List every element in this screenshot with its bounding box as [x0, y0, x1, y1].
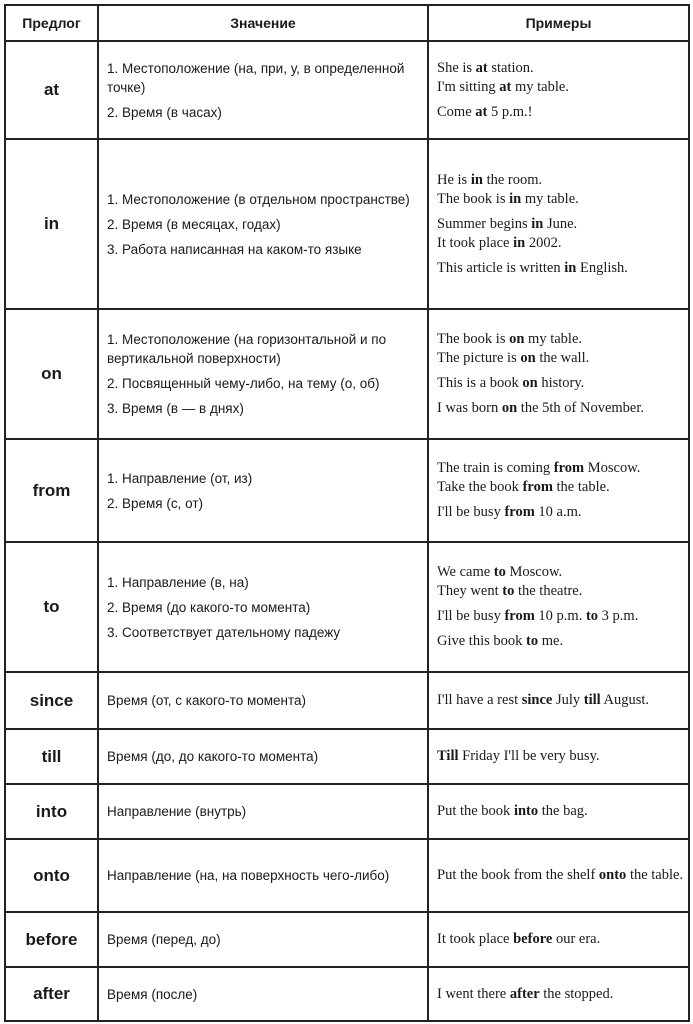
- meaning-item: 3. Время (в — в днях): [107, 401, 244, 416]
- example-line: [437, 802, 688, 821]
- example-line: [437, 985, 688, 1004]
- meaning-item: 1. Местоположение (на горизонтальной и по вертикальной поверхности): [107, 332, 387, 366]
- table-body: [5, 41, 689, 1021]
- preposition-highlight: to: [526, 633, 539, 649]
- meaning-item: 1. Направление (в, на): [107, 574, 249, 590]
- preposition-cell: after: [5, 967, 98, 1021]
- example-group: [437, 374, 688, 393]
- meaning-item: Направление (внутрь): [107, 804, 247, 819]
- example-line: [437, 478, 688, 497]
- table-row: [5, 784, 689, 839]
- preposition-table: [4, 4, 690, 1022]
- preposition-highlight: at: [475, 59, 488, 76]
- preposition-highlight: from: [522, 479, 553, 495]
- example-text: Give this book: [437, 633, 527, 649]
- example-text: history.: [537, 375, 585, 391]
- example-group: [437, 802, 688, 821]
- preposition-highlight: to: [585, 608, 599, 624]
- header-row: [5, 5, 689, 41]
- meaning-item: Время (перед, до): [107, 932, 221, 947]
- example-line: [437, 259, 688, 278]
- preposition-cell: at: [5, 41, 98, 139]
- preposition-highlight: at: [475, 103, 488, 120]
- example-line: [437, 171, 688, 190]
- meaning-cell: [98, 839, 428, 912]
- meaning-cell: [98, 309, 428, 439]
- example-text: my table.: [511, 78, 569, 95]
- table-row: [5, 309, 689, 439]
- example-line: [437, 78, 688, 97]
- examples-cell: [428, 912, 689, 967]
- example-group: [437, 691, 688, 710]
- example-text: It took place: [437, 931, 514, 947]
- example-group: [437, 930, 688, 949]
- table-row: [5, 41, 689, 139]
- example-line: [437, 747, 688, 766]
- example-group: [437, 59, 688, 97]
- preposition-highlight: Till: [437, 748, 459, 764]
- meaning-item: 1. Местоположение (в отдельном пространстве): [107, 191, 410, 207]
- preposition-highlight: at: [499, 78, 512, 95]
- example-text: the room.: [482, 171, 543, 188]
- examples-cell: [428, 41, 689, 139]
- example-text: Put the book from the shelf: [437, 867, 599, 883]
- example-text: The train is coming: [437, 460, 554, 476]
- example-text: August.: [600, 692, 650, 708]
- example-line: [437, 503, 688, 522]
- table-row: [5, 542, 689, 672]
- example-group: [437, 866, 688, 885]
- preposition-cell: onto: [5, 839, 98, 912]
- examples-cell: [428, 309, 689, 439]
- example-text: the table.: [552, 479, 610, 495]
- table-row: [5, 967, 689, 1021]
- preposition-highlight: from: [504, 504, 535, 520]
- example-text: Summer begins: [437, 215, 532, 232]
- example-group: [437, 563, 688, 601]
- example-text: They went: [437, 583, 503, 599]
- example-group: [437, 459, 688, 497]
- header-meaning: Значение: [98, 5, 428, 41]
- example-line: [437, 374, 688, 393]
- preposition-highlight: on: [520, 350, 536, 366]
- preposition-cell: before: [5, 912, 98, 967]
- preposition-highlight: after: [509, 985, 540, 1002]
- preposition-highlight: in: [513, 234, 526, 251]
- example-text: Come: [437, 103, 476, 120]
- preposition-highlight: to: [493, 564, 506, 580]
- example-group: [437, 215, 688, 253]
- meaning-item: 3. Работа написанная на каком-то языке: [107, 241, 362, 257]
- preposition-cell: from: [5, 439, 98, 542]
- preposition-cell: to: [5, 542, 98, 672]
- example-group: [437, 503, 688, 522]
- preposition-highlight: to: [502, 583, 515, 599]
- preposition-highlight: in: [470, 171, 483, 188]
- example-group: [437, 103, 688, 122]
- example-group: [437, 259, 688, 278]
- table-row: [5, 912, 689, 967]
- example-text: He is: [437, 171, 471, 188]
- preposition-cell: on: [5, 309, 98, 439]
- meaning-cell: [98, 729, 428, 784]
- example-text: It took place: [437, 234, 514, 251]
- preposition-highlight: in: [509, 190, 522, 207]
- preposition-highlight: on: [509, 331, 525, 347]
- example-group: [437, 330, 688, 368]
- preposition-highlight: since: [521, 692, 553, 708]
- example-text: the wall.: [535, 350, 590, 366]
- meaning-cell: [98, 41, 428, 139]
- table-row: [5, 729, 689, 784]
- example-text: This article is written: [437, 259, 565, 276]
- preposition-highlight: onto: [598, 867, 627, 883]
- example-text: June.: [543, 215, 578, 232]
- example-text: 10 p.m.: [534, 608, 586, 624]
- example-line: [437, 930, 688, 949]
- meaning-item: 2. Посвященный чему-либо, на тему (о, об): [107, 376, 380, 391]
- example-line: [437, 691, 688, 710]
- example-line: [437, 607, 688, 626]
- example-line: [437, 582, 688, 601]
- examples-cell: [428, 439, 689, 542]
- example-text: July: [552, 692, 584, 708]
- example-text: I was born: [437, 400, 502, 416]
- example-line: [437, 866, 688, 885]
- meaning-cell: [98, 672, 428, 729]
- preposition-highlight: on: [522, 375, 538, 391]
- example-text: the 5th of November.: [517, 400, 645, 416]
- examples-cell: [428, 139, 689, 309]
- meaning-item: 1. Местоположение (на, при, у, в определенной точке): [107, 60, 405, 95]
- meaning-item: Время (после): [107, 986, 198, 1002]
- example-line: [437, 459, 688, 478]
- example-text: the theatre.: [514, 583, 583, 599]
- examples-cell: [428, 839, 689, 912]
- examples-cell: [428, 542, 689, 672]
- meaning-item: Время (от, с какого-то момента): [107, 693, 307, 708]
- meaning-item: 1. Направление (от, из): [107, 470, 253, 486]
- example-text: We came: [437, 564, 494, 580]
- example-text: The book is: [437, 331, 510, 347]
- example-text: 2002.: [525, 234, 562, 251]
- example-text: Moscow.: [584, 460, 641, 476]
- example-text: Moscow.: [505, 564, 563, 580]
- preposition-highlight: into: [513, 803, 539, 819]
- meaning-cell: [98, 784, 428, 839]
- example-text: The picture is: [437, 350, 521, 366]
- meaning-item: 2. Время (до какого-то момента): [107, 599, 311, 615]
- example-text: I'm sitting: [437, 78, 500, 95]
- example-text: Take the book: [437, 479, 523, 495]
- example-text: our era.: [552, 931, 601, 947]
- example-text: I'll be busy: [437, 504, 505, 520]
- example-group: [437, 171, 688, 209]
- table-row: [5, 139, 689, 309]
- preposition-highlight: on: [501, 400, 518, 416]
- preposition-highlight: in: [564, 259, 577, 276]
- preposition-highlight: before: [513, 931, 553, 947]
- meaning-item: Направление (на, на поверхность чего-либо): [107, 868, 390, 883]
- example-text: 3 p.m.: [598, 608, 639, 624]
- example-text: the stopped.: [539, 985, 614, 1002]
- preposition-table-page: [4, 4, 688, 1018]
- example-text: English.: [576, 259, 628, 276]
- meaning-cell: [98, 439, 428, 542]
- example-text: Friday I'll be very busy.: [458, 748, 600, 764]
- example-text: I'll be busy: [437, 608, 505, 624]
- meaning-item: 2. Время (в месяцах, годах): [107, 216, 281, 232]
- example-group: [437, 985, 688, 1004]
- example-line: [437, 190, 688, 209]
- example-text: 10 a.m.: [534, 504, 582, 520]
- example-text: me.: [538, 633, 564, 649]
- example-group: [437, 632, 688, 651]
- meaning-cell: [98, 542, 428, 672]
- preposition-cell: in: [5, 139, 98, 309]
- header-preposition: Предлог: [5, 5, 98, 41]
- preposition-highlight: from: [504, 608, 535, 624]
- example-text: I'll have a rest: [437, 692, 522, 708]
- meaning-item: 2. Время (в часах): [107, 104, 222, 120]
- example-line: [437, 103, 688, 122]
- meaning-cell: [98, 139, 428, 309]
- example-group: [437, 747, 688, 766]
- example-text: Put the book: [437, 803, 514, 819]
- example-group: [437, 399, 688, 418]
- preposition-cell: since: [5, 672, 98, 729]
- examples-cell: [428, 967, 689, 1021]
- meaning-cell: [98, 912, 428, 967]
- example-line: [437, 349, 688, 368]
- header-examples: Примеры: [428, 5, 689, 41]
- example-line: [437, 215, 688, 234]
- example-text: station.: [487, 59, 534, 76]
- preposition-cell: till: [5, 729, 98, 784]
- preposition-highlight: from: [553, 460, 585, 476]
- example-text: the bag.: [538, 803, 588, 819]
- preposition-highlight: till: [583, 692, 601, 708]
- example-line: [437, 632, 688, 651]
- example-text: I went there: [437, 985, 510, 1002]
- preposition-cell: into: [5, 784, 98, 839]
- table-row: [5, 439, 689, 542]
- meaning-item: Время (до, до какого-то момента): [107, 749, 319, 764]
- meaning-cell: [98, 967, 428, 1021]
- examples-cell: [428, 729, 689, 784]
- example-text: She is: [437, 59, 476, 76]
- example-text: The book is: [437, 190, 510, 207]
- example-line: [437, 330, 688, 349]
- example-line: [437, 234, 688, 253]
- example-line: [437, 399, 688, 418]
- preposition-highlight: in: [531, 215, 544, 232]
- example-group: [437, 607, 688, 626]
- example-text: This is a book: [437, 375, 523, 391]
- example-text: 5 p.m.!: [487, 103, 533, 120]
- examples-cell: [428, 672, 689, 729]
- table-row: [5, 839, 689, 912]
- example-text: the table.: [626, 867, 684, 883]
- example-text: my table.: [524, 331, 583, 347]
- examples-cell: [428, 784, 689, 839]
- meaning-item: 2. Время (с, от): [107, 495, 204, 511]
- example-text: my table.: [521, 190, 579, 207]
- meaning-item: 3. Соответствует дательному падежу: [107, 624, 341, 640]
- example-line: [437, 563, 688, 582]
- table-row: [5, 672, 689, 729]
- example-line: [437, 59, 688, 78]
